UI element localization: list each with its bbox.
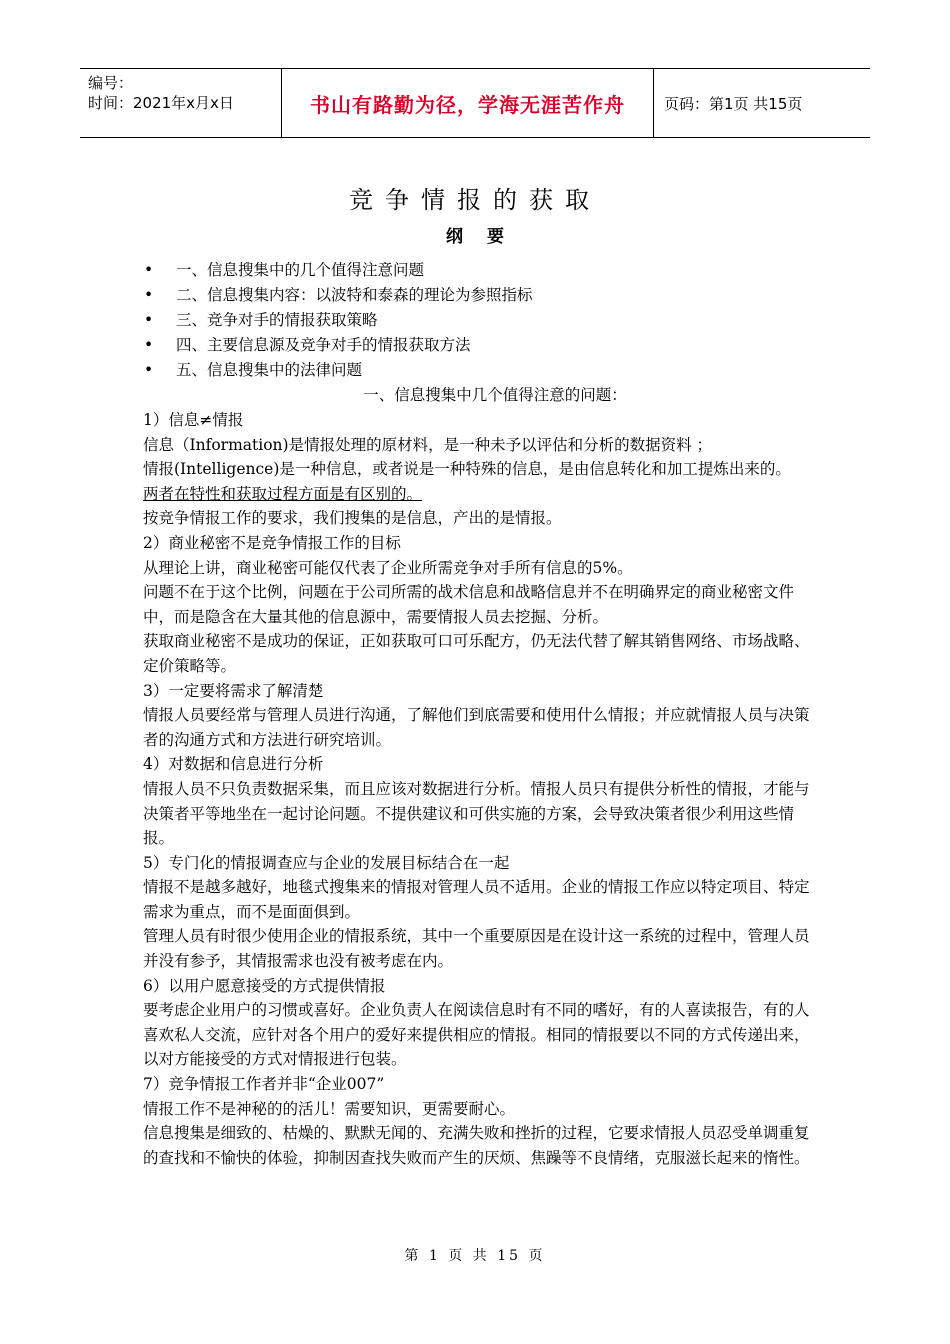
bullet-icon: • — [144, 336, 154, 354]
document-title: 竞争情报的获取 — [349, 186, 601, 214]
outline-item — [140, 358, 840, 383]
paragraph: 7）竞争情报工作者并非“企业007” — [143, 1075, 385, 1094]
outline-item-text: 五、信息搜集中的法律问题 — [176, 361, 363, 379]
section-heading — [0, 383, 950, 405]
bullet-icon: • — [144, 286, 154, 304]
paragraph: 管理人员有时很少使用企业的情报系统，其中一个重要原因是在设计这一系统的过程中，管理人员并没有参予，其情报需求也没有被考虑在内。 — [143, 927, 810, 971]
page-info: 页码：第1页 共15页 — [664, 94, 803, 113]
paragraph: 3）一定要将需求了解清楚 — [143, 681, 324, 700]
document-subtitle: 纲要 — [446, 227, 528, 247]
paragraph-underlined — [143, 482, 823, 507]
bullet-icon: • — [144, 311, 154, 329]
paragraph: 6）以用户愿意接受的方式提供情报 — [143, 976, 386, 995]
page-footer: 第 1 页 共 15 页 — [404, 1248, 546, 1264]
time-label: 时间：2021年x月x日 — [88, 94, 234, 112]
number-label: 编号： — [88, 74, 134, 92]
paragraph: 信息（Information)是情报处理的原材料，是一种未予以评估和分析的数据资料 ； — [143, 435, 712, 454]
paragraph: 情报人员不只负责数据采集，而且应该对数据进行分析。情报人员只有提供分析性的情报，才能与决策者平等地坐在一起讨论问题。不提供建议和可供实施的方案，会导致决策者很少利用这些情报。 — [143, 779, 810, 848]
paragraph: 5）专门化的情报调查应与企业的发展目标结合在一起 — [143, 853, 510, 872]
outline-item-text: 四、主要信息源及竞争对手的情报获取方法 — [176, 336, 471, 354]
paragraph: 信息搜集是细致的、枯燥的、默默无闻的、充满失败和挫折的过程，它要求情报人员忍受单调重复的查找和不愉快的体验，抑制因查找失败而产生的厌烦、焦躁等不良情绪，克服滋长起来的惰性。 — [143, 1124, 810, 1167]
outline-item-text: 一、信息搜集中的几个值得注意问题 — [176, 261, 425, 279]
outline-item — [140, 333, 840, 358]
bullet-icon: • — [144, 361, 154, 379]
paragraph: 4）对数据和信息进行分析 — [143, 755, 324, 774]
page-header — [80, 68, 870, 138]
section-heading-text: 一、信息搜集中几个值得注意的问题： — [363, 386, 627, 404]
paragraph: 情报(Intelligence)是一种信息，或者说是一种特殊的信息，是由信息转化和加工提炼出来的。 — [143, 460, 791, 479]
header-left-cell — [80, 69, 282, 137]
paragraph: 按竞争情报工作的要求，我们搜集的是信息，产出的是情报。 — [143, 509, 562, 528]
paragraph: 问题不在于这个比例，问题在于公司所需的战术信息和战略信息并不在明确界定的商业秘密文件中，而是隐含在大量其他的信息源中，需要情报人员去挖掘、分析。 — [143, 583, 795, 626]
outline-item-text: 二、信息搜集内容：以波特和泰森的理论为参照指标 — [176, 286, 533, 304]
paragraph: 情报不是越多越好，地毯式搜集来的情报对管理人员不适用。企业的情报工作应以特定项目、特定需求为重点，而不是面面俱到。 — [143, 878, 810, 921]
paragraph: 情报工作不是神秘的的活儿！需要知识，更需要耐心。 — [143, 1099, 516, 1118]
paragraph: 2）商业秘密不是竞争情报工作的目标 — [143, 533, 401, 552]
motto: 书山有路勤为径，学海无涯苦作舟 — [282, 69, 654, 137]
paragraph: 获取商业秘密不是成功的保证，正如获取可口可乐配方，仍无法代替了解其销售网络、市场战略、定价策略等。 — [143, 632, 810, 675]
outline-item — [140, 283, 840, 308]
outline-item — [140, 258, 840, 283]
underlined-text: 两者在特性和获取过程方面是有区别的。 — [143, 484, 423, 503]
paragraph: 情报人员要经常与管理人员进行沟通，了解他们到底需要和使用什么情报；并应就情报人员与决策者的沟通方式和方法进行研究培训。 — [143, 706, 810, 749]
paragraph: 从理论上讲，商业秘密可能仅代表了企业所需竞争对手所有信息的5%。 — [143, 558, 633, 577]
outline-item — [140, 308, 840, 333]
paragraph: 要考虑企业用户的习惯或喜好。企业负责人在阅读信息时有不同的嗜好，有的人喜读报告，有的人喜欢私人交流，应针对各个用户的爱好来提供相应的情报。相同的情报要以不同的方式传递出来，以对方能接受的方式对情报进行包装。 — [143, 1001, 810, 1069]
paragraph: 1）信息≠情报 — [143, 411, 244, 429]
outline-item-text: 三、竞争对手的情报获取策略 — [176, 311, 378, 329]
bullet-icon: • — [144, 261, 154, 279]
outline-list — [140, 258, 840, 383]
body-text — [143, 408, 823, 1170]
